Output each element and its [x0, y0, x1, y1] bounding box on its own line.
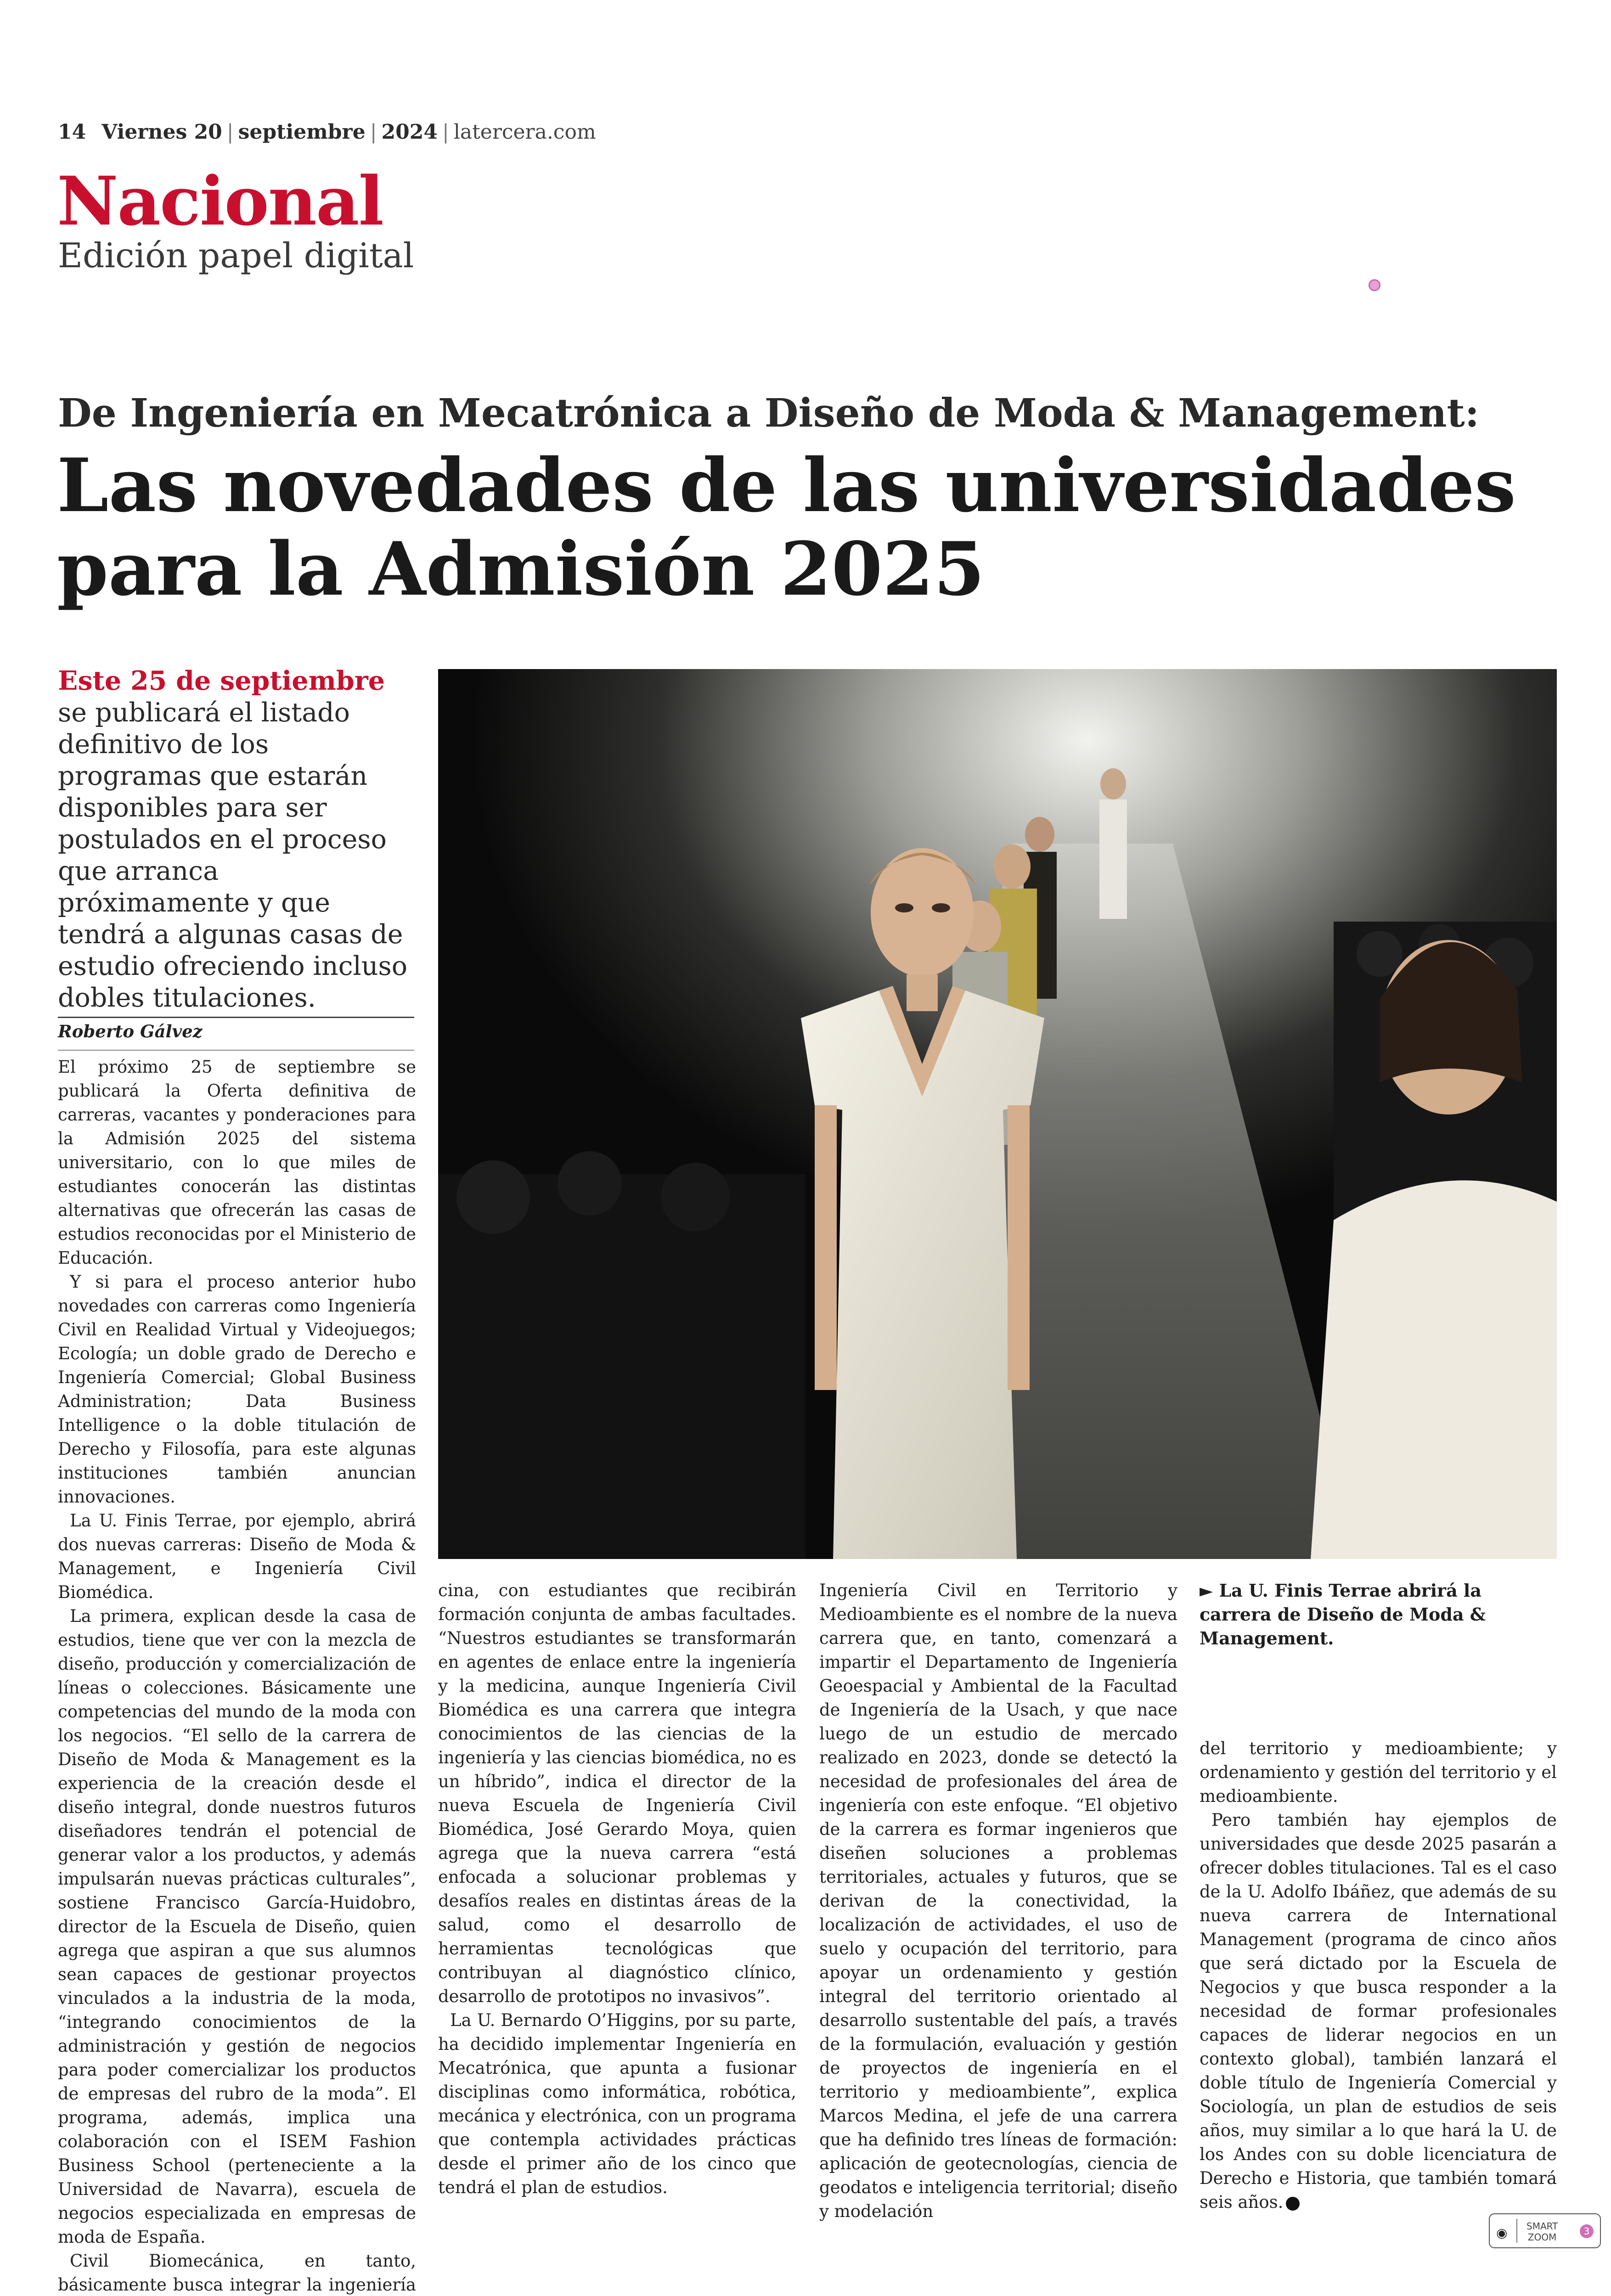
article-photo[interactable] [438, 669, 1557, 1559]
article-lead [58, 665, 416, 1014]
smart-zoom-divider [1516, 2219, 1517, 2243]
paragraph: La primera, explican desde la casa de estudios, tiene que ver con la mezcla de diseño, producción y comercialización de líneas o colecciones. Básicamente une competencias del mundo de la moda con los negocios. “El sello de la carrera de Diseño de Moda & Management es la experiencia de la creación desde el diseño integral, donde nuestros futuros diseñadores tendrán el potencial de generar valor a los productos, y además impulsarán nuevas prácticas culturales”, sostiene Francisco García-Huidobro, director de la Escuela de Diseño, quien agrega que aspiran a que sus alumnos sean capaces de gestionar proyectos vinculados a la industria de la moda, “integrando conocimientos de la administración y gestión de negocios para poder comercializar los productos de empresas del rubro de la moda”. El programa, además, implica una colaboración con el ISEM Fashion Business School (perteneciente a la Universidad de Navarra), escuela de negocios especializada en empresas de moda de España. [58, 1606, 416, 2247]
end-mark-icon [1286, 2197, 1300, 2211]
body-column-4 [1200, 1737, 1557, 2214]
paragraph: El próximo 25 de septiembre se publicará la Oferta definitiva de carreras, vacantes y ponderaciones para la Admisión 2025 del sistema universitario, con lo que miles de estudiantes conocerán las distintas alternativas que ofrecerán las casas de estudios reconocidas por el Ministerio de Educación. [58, 1057, 416, 1268]
paragraph-text: Pero también hay ejemplos de universidades que desde 2025 pasarán a ofrecer dobles titulaciones. Tal es el caso de la U. Adolfo Ibáñez, que además de su nueva carrera de International Management (programa de cinco años que será dictado por la Escuela de Negocios y que busca responder a la necesidad de formar profesionales capaces de liderar negocios en un contexto global), también lanzará el doble título de Ingeniería Comercial y Sociología, un plan de estudios de seis años, muy similar a lo que hará la U. de los Andes con su doble licenciatura de Derecho e Historia, que también tomará seis años. [1200, 1810, 1557, 2212]
article-kicker: De Ingeniería en Mecatrónica a Diseño de Moda & Management: [58, 390, 1480, 436]
paragraph: Y si para el proceso anterior hubo novedades con carreras como Ingeniería Civil en Realidad Virtual y Videojuegos; Ecología; un doble grado de Derecho e Ingeniería Comercial; Global Business Administration; Data Business Intelligence o la doble titulación de Derecho y Filosofía, para este algunas instituciones también anuncian innovaciones. [58, 1272, 416, 1507]
paragraph: La U. Bernardo O’Higgins, por su parte, ha decidido implementar Ingeniería en Mecatrónica, que apunta a fusionar disciplinas como informática, robótica, mecánica y electrónica, con un programa que contempla actividades prácticas desde el primer año de los cinco que tendrá el plan de estudios. [438, 2010, 796, 2197]
folio-year: 2024 [381, 120, 438, 144]
body-column-3 [819, 1579, 1177, 2223]
smart-zoom-label [1527, 2221, 1558, 2243]
byline-rule-bottom [58, 1050, 414, 1051]
paragraph: cina, con estudiantes que recibirán formación conjunta de ambas facultades. “Nuestros estudiantes se transformarán en agentes de enlace entre la ingeniería y la medicina, aunque Ingeniería Civil Biomédica es una carrera que integra conocimientos de las ciencias de la ingeniería y las ciencias biomédica, no es un híbrido”, indica el director de la nueva Escuela de Ingeniería Civil Biomédica, José Gerardo Moya, quien agrega que la nueva carrera “está enfocada a solucionar problemas y desafíos reales en distintas áreas de la salud, como el desarrollo de herramientas tecnológicas que contribuyan al diagnóstico clínico, desarrollo de prototipos no invasivos”. [438, 1581, 796, 2006]
paragraph: del territorio y medioambiente; y ordenamiento y gestión del territorio y el medioambiente. [1200, 1739, 1557, 1806]
folio-site[interactable]: latercera.com [453, 120, 596, 144]
paragraph: Ingeniería Civil en Territorio y Medioambiente es el nombre de la nueva carrera que, en tanto, comenzará a impartir el Departamento de Ingeniería Geoespacial y Ambiental de la Facultad de Ingeniería de la Usach, y que nace luego de un estudio de mercado realizado en 2023, donde se detectó la necesidad de profesionales del área de ingeniería con este enfoque. “El objetivo de la carrera es formar ingenieros que diseñen soluciones a problemas territoriales, actuales y futuros, que se derivan de la conectividad, la localización de actividades, el uso de suelo y ocupación del territorio, para apoyar un ordenamiento y gestión integral del territorio orientado al desarrollo sustentable del país, a través de la formulación, evaluación y gestión de proyectos de ingeniería en el territorio y medioambiente”, explica Marcos Medina, el jefe de una carrera que ha definido tres líneas de formación: aplicación de geotecnologías, ciencia de geodatos e inteligencia territorial; diseño y modelación [819, 1581, 1177, 2221]
paragraph: La U. Finis Terrae, por ejemplo, abrirá dos nuevas carreras: Diseño de Moda & Management, e Ingeniería Civil Biomédica. [58, 1511, 416, 1602]
page-folio: 14 Viernes 20 | septiembre | 2024 | latercera.com [58, 120, 596, 144]
folio-date: Viernes 20 [101, 120, 222, 144]
smart-zoom-line1: SMART [1527, 2221, 1558, 2232]
runway-photo-illustration [438, 669, 1557, 1559]
smart-zoom-badge: 3 [1580, 2224, 1594, 2238]
photo-caption: ► La U. Finis Terrae abrirá la carrera de Diseño de Moda & Management. [1200, 1580, 1486, 1649]
smart-zoom-line2: ZOOM [1527, 2232, 1557, 2243]
lead-highlight: Este 25 de septiembre [58, 665, 385, 696]
paragraph [1200, 1808, 1557, 2214]
section-title: Nacional [57, 162, 383, 241]
byline-rule-top [58, 1017, 414, 1018]
folio-month: septiembre [238, 120, 366, 144]
section-subtitle: Edición papel digital [58, 236, 414, 276]
paragraph: Civil Biomecánica, en tanto, básicamente busca integrar la ingeniería [58, 2251, 416, 2295]
eye-icon: ◉ [1496, 2225, 1508, 2240]
article-byline: Roberto Gálvez [58, 1021, 203, 1041]
lead-text: se publicará el listado definitivo de los programas que estarán disponibles para ser postulados en el proceso que arranca próximamente y que tendrá a algunas casas de estudio ofreciendo incluso dobles titulaciones. [58, 698, 408, 1013]
body-column-2 [438, 1579, 796, 2200]
smart-zoom-button[interactable] [1489, 2213, 1601, 2248]
article-headline: Las novedades de las universidades para la Admisión 2025 [57, 442, 1516, 612]
hotspot-marker[interactable] [1369, 279, 1380, 291]
page-number: 14 [58, 120, 86, 144]
body-column-1 [58, 1055, 416, 2296]
